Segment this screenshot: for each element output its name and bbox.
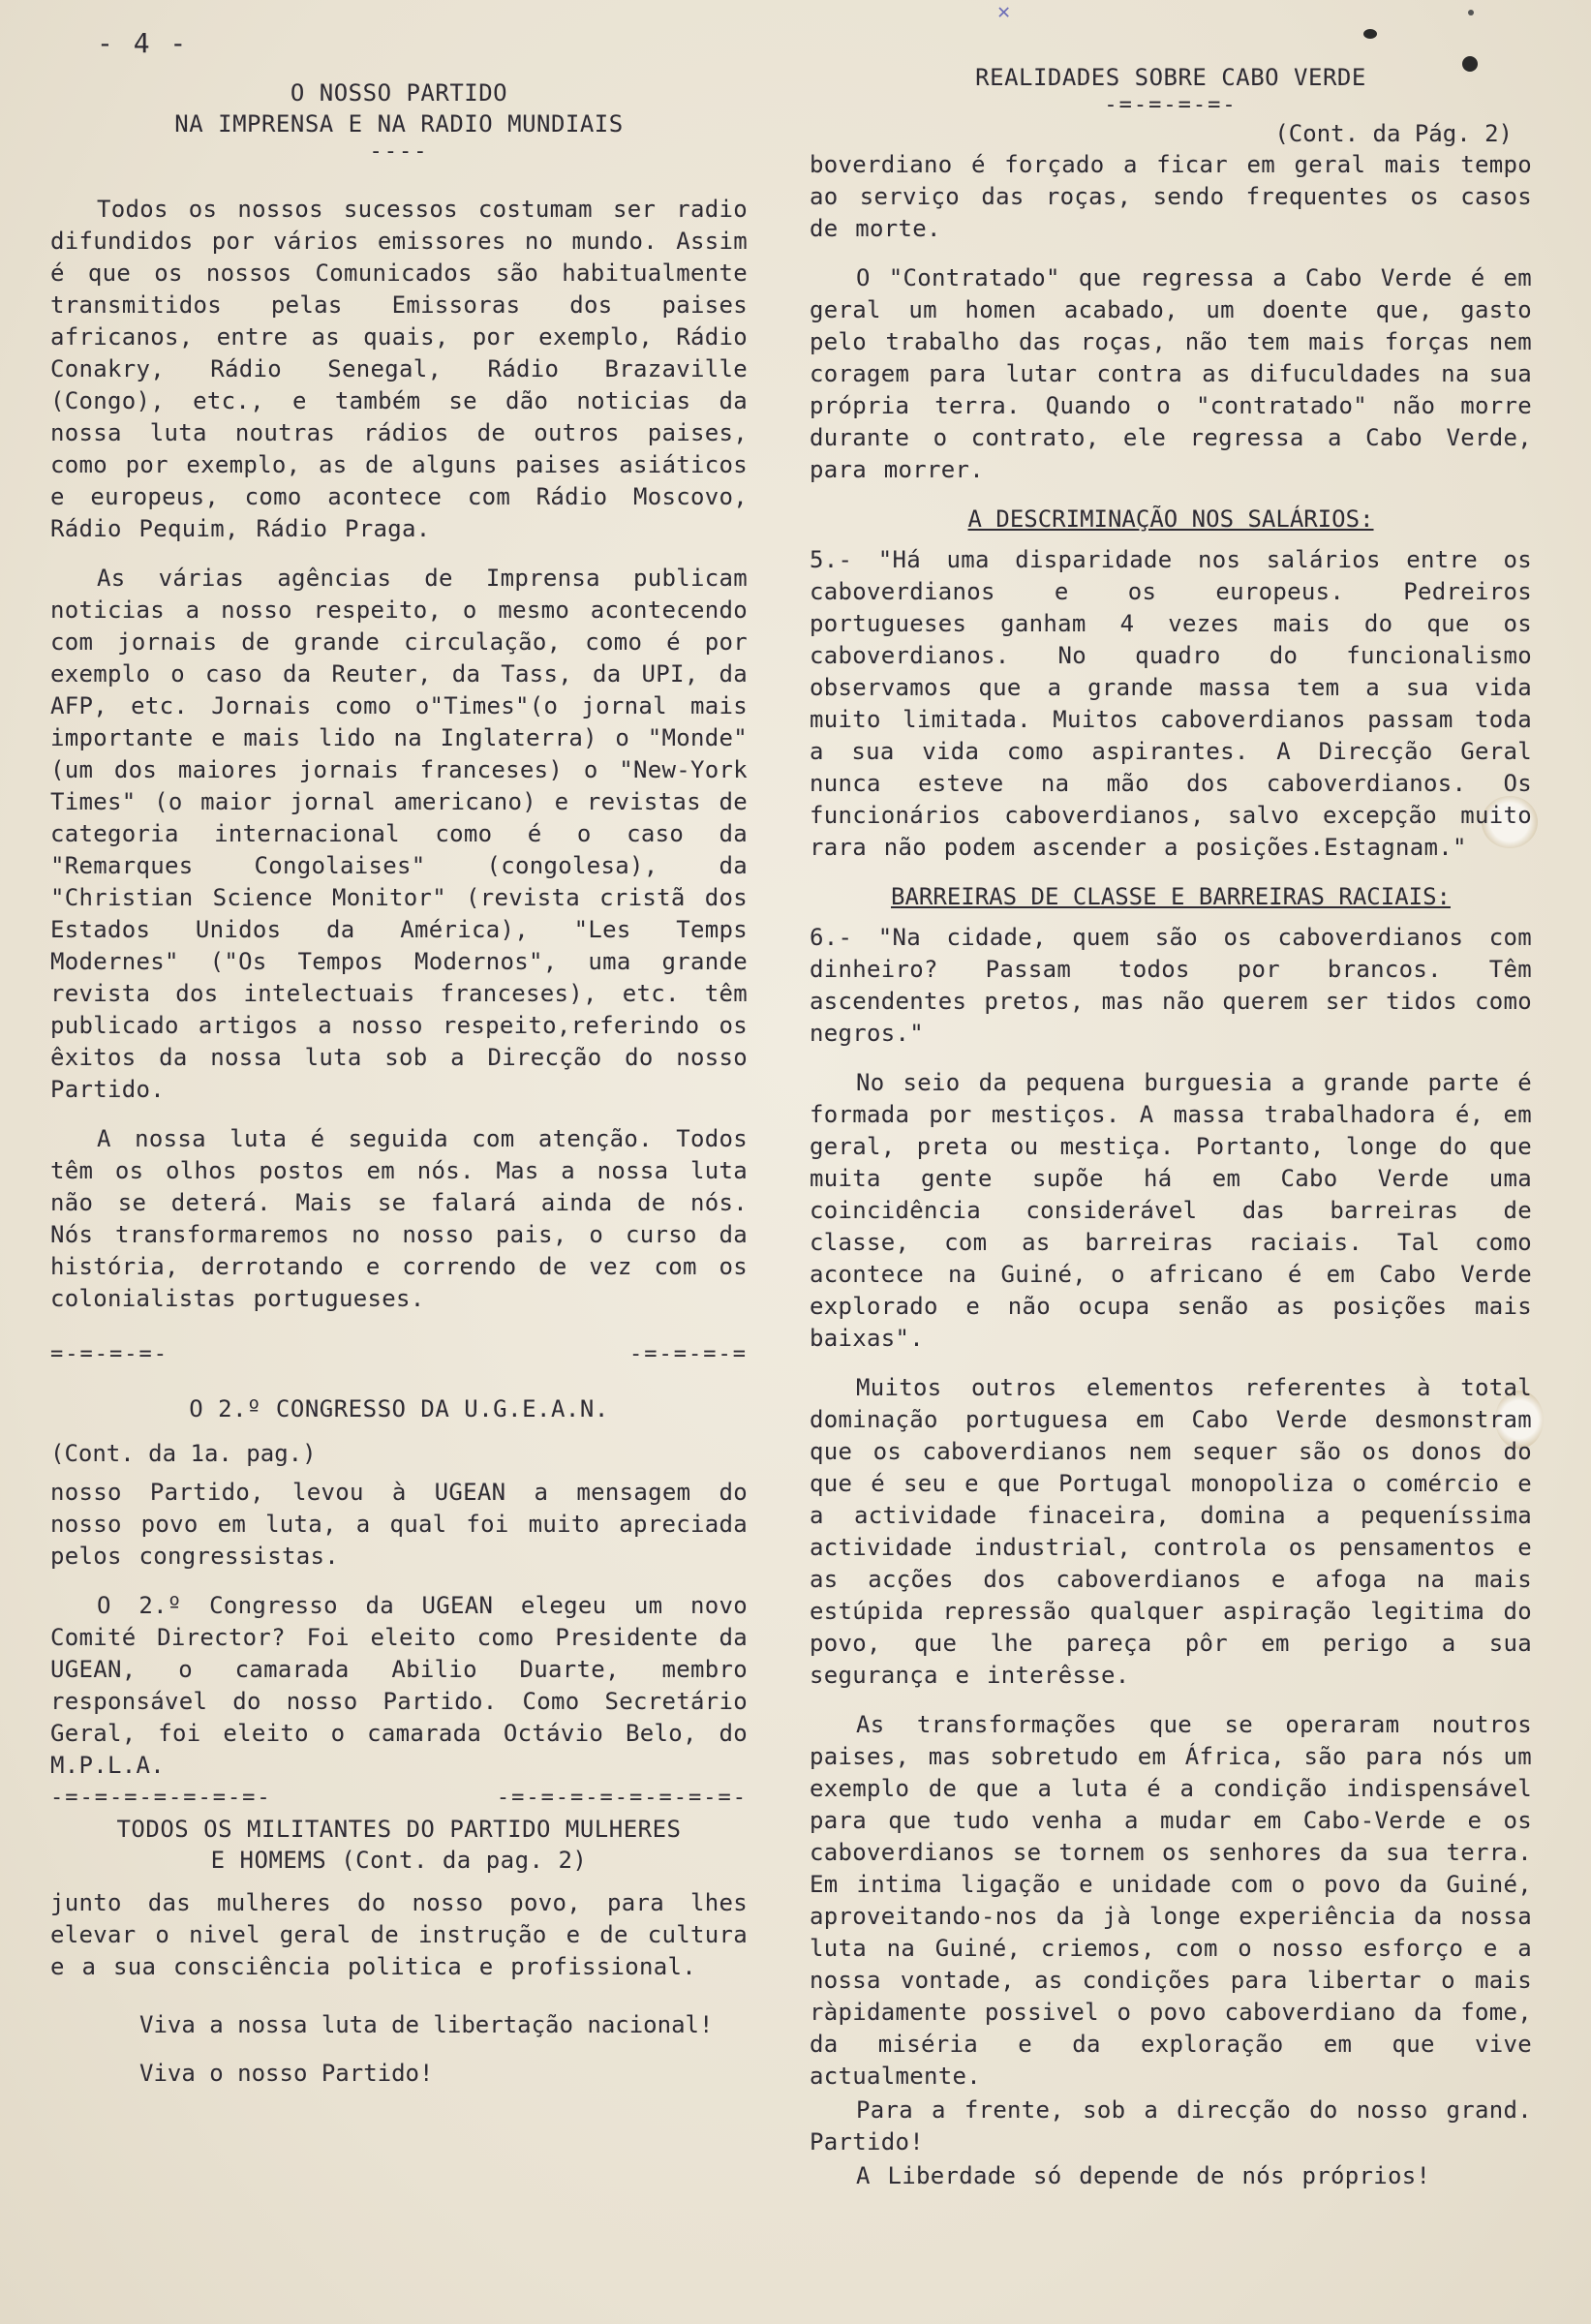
paragraph: Muitos outros elementos referentes à total dominação portuguesa em Cabo Verde desmonstram que os caboverdianos nem sequer são os donos do que é seu e que Portugal monopoliza o comércio e a actividade finaceira, domina a pequeníssima actividade industrial, controla os pensamentos e as acções dos caboverdianos e afoga na mais estúpida repressão qualquer aspiração legitima do povo, que lhe pareça pôr em perigo a sua segurança e interêsse. [810,1374,1532,1689]
section-subtitle: BARREIRAS DE CLASSE E BARREIRAS RACIAIS: [891,883,1451,910]
continuation-note: (Cont. da Pág. 2) [1274,120,1513,147]
article-congresso [50,1393,748,1782]
paragraph: No seio da pequena burguesia a grande parte é formada por mestiços. A massa trabalhadora é, em geral, preta ou mestiça. Portanto, longe do que muita gente supõe há em Cabo Verde uma coincidência considerável das barreiras de classe, com as barreiras raciais. Tal como acontece na Guiné, o africano é em Cabo Verde explorado e não ocupa senão as posições mais baixas". [810,1069,1532,1352]
article-title: NA IMPRENSA E NA RADIO MUNDIAIS [174,110,624,138]
section-divider: -=-=-=-=-=-=-=- -=-=-=-=-=-=-=-=- [50,1786,748,1810]
paragraph: As várias agências de Imprensa publicam noticias a nosso respeito, o mesmo acontecendo com jornais de grande circulação, como é por exemplo o caso da Reuter, da Tass, da UPI, da AFP, etc. Jornais como o"Times"(o jornal mais importante e mais lido na Inglaterra) o "Monde"(um dos maiores jornais franceses) o "New-York Times" (o maior jornal americano) e revistas de categoria internacional como é o caso da "Remarques Congolaises" (congolesa), da "Christian Science Monitor" (revista cristã dos Estados Unidos da América), "Les Temps Modernes" ("Os Tempos Modernos", uma grande revista dos intelectuais franceses), etc. têm publicado artigos a nosso respeito,referindo os êxitos da nossa luta sob a Direcção do nosso Partido. [50,565,748,1103]
slogan: Viva o nosso Partido! [139,2060,434,2087]
paragraph: A nossa luta é seguida com atenção. Todos têm os olhos postos em nós. Mas a nossa luta não se deterá. Mais se falará ainda de nós. Nós transformaremos no nosso pais, o curso da história, derrotando e correndo de vez com os colonialistas portugueses. [50,1125,748,1312]
continuation-note: (Cont. da 1a. pag.) [50,1440,317,1467]
section-divider: =-=-=-=- -=-=-=-= [50,1342,748,1366]
paragraph: O "Contratado" que regressa a Cabo Verde é em geral um homen acabado, um doente que, gasto pelo trabalho das roças, não tem mais forças nem coragem para lutar contra as difuculdades na sua própria terra. Quando o "contratado" não morre durante o contrato, ele regressa a Cabo Verde, para morrer. [810,264,1532,483]
article-title: O NOSSO PARTIDO [290,79,508,107]
paragraph: Todos os nossos sucessos costumam ser radio difundidos por vários emissores no mundo. Assim é que os nossos Comunicados são habitualmente transmitidos pelas Emissoras dos paises africanos, entre as quais, por exemplo, Rádio Conakry, Rádio Senegal, Rádio Brazaville (Congo), etc., e também se dão noticias da nossa luta noutras rádios de outros paises, como por exemplo, as de alguns paises asiáticos e europeus, como acontece com Rádio Moscovo, Rádio Pequim, Rádio Praga. [50,196,748,542]
paragraph: 6.- "Na cidade, quem são os caboverdianos com dinheiro? Passam todos por brancos. Têm ascendentes pretos, mas não querem ser tidos como negros." [810,924,1532,1047]
ink-spot [1363,29,1377,39]
title-separator: ---- [369,139,429,164]
section-subtitle: A DESCRIMINAÇÃO NOS SALÁRIOS: [967,505,1374,533]
paragraph: boverdiano é forçado a ficar em geral mais tempo ao serviço das roças, sendo frequentes os casos de morte. [810,151,1532,242]
paragraph: Para a frente, sob a direcção do nosso grand. Partido! [810,2096,1532,2156]
article-title: TODOS OS MILITANTES DO PARTIDO MULHERES [116,1816,682,1843]
slogan: Viva a nossa luta de libertação nacional! [139,2011,714,2038]
paragraph: O 2.º Congresso da UGEAN elegeu um novo Comité Director? Foi eleito como Presidente da UGEAN, o camarada Abilio Duarte, membro responsável do nosso Partido. Como Secretário Geral, foi eleito o camarada Octávio Belo, do M.P.L.A. [50,1592,748,1779]
ink-mark-icon: ✕ [997,0,1011,24]
right-column [810,62,1532,2210]
article-militantes [50,1814,748,2097]
article-title: E HOMEMS (Cont. da pag. 2) [210,1847,588,1874]
paragraph: junto das mulheres do nosso povo, para lhes elevar o nivel geral de instrução e de cultura e a sua consciência politica e profissional. [50,1889,748,1980]
paragraph: 5.- "Há uma disparidade nos salários entre os caboverdianos e os europeus. Pedreiros portugueses ganham 4 vezes mais do que os caboverdianos. No quadro do funcionalismo observamos que a grande massa tem a sua vida muito limitada. Muitos caboverdianos passam toda a sua vida como aspirantes. A Direcção Geral nunca esteve na mão dos caboverdianos. Os funcionários caboverdianos, salvo excepção muito rara não podem ascender a posições.Estagnam." [810,546,1532,861]
ink-spot [1468,10,1474,15]
paragraph: As transformações que se operaram noutros paises, mas sobretudo em África, são para nós um exemplo de que a luta é a condição indispensável para que tudo venha a mudar em Cabo-Verde e os caboverdianos se tornem os senhores da sua terra. Em intima ligação e unidade com o povo da Guiné, aproveitando-nos da jà longe experiência da nossa luta na Guiné, criemos, com o nosso esforço e a nossa vontade, as condições para libertar o mais ràpidamente possivel o povo caboverdiano da fome, da miséria e da exploração em que vive actualmente. [810,1711,1532,2090]
article-title: REALIDADES SOBRE CABO VERDE [975,64,1366,91]
article-imprensa [50,77,748,1315]
paragraph: nosso Partido, levou à UGEAN a mensagem do nosso povo em luta, a qual foi muito apreciada pelos congressistas. [50,1479,748,1570]
title-separator: -=-=-=-=- [1104,93,1238,117]
closing-slogan: A Liberdade só depende de nós próprios! [856,2162,1431,2189]
article-title: O 2.º CONGRESSO DA U.G.E.A.N. [189,1395,609,1422]
page-number: - 4 - [97,27,189,59]
left-column [50,77,748,2097]
